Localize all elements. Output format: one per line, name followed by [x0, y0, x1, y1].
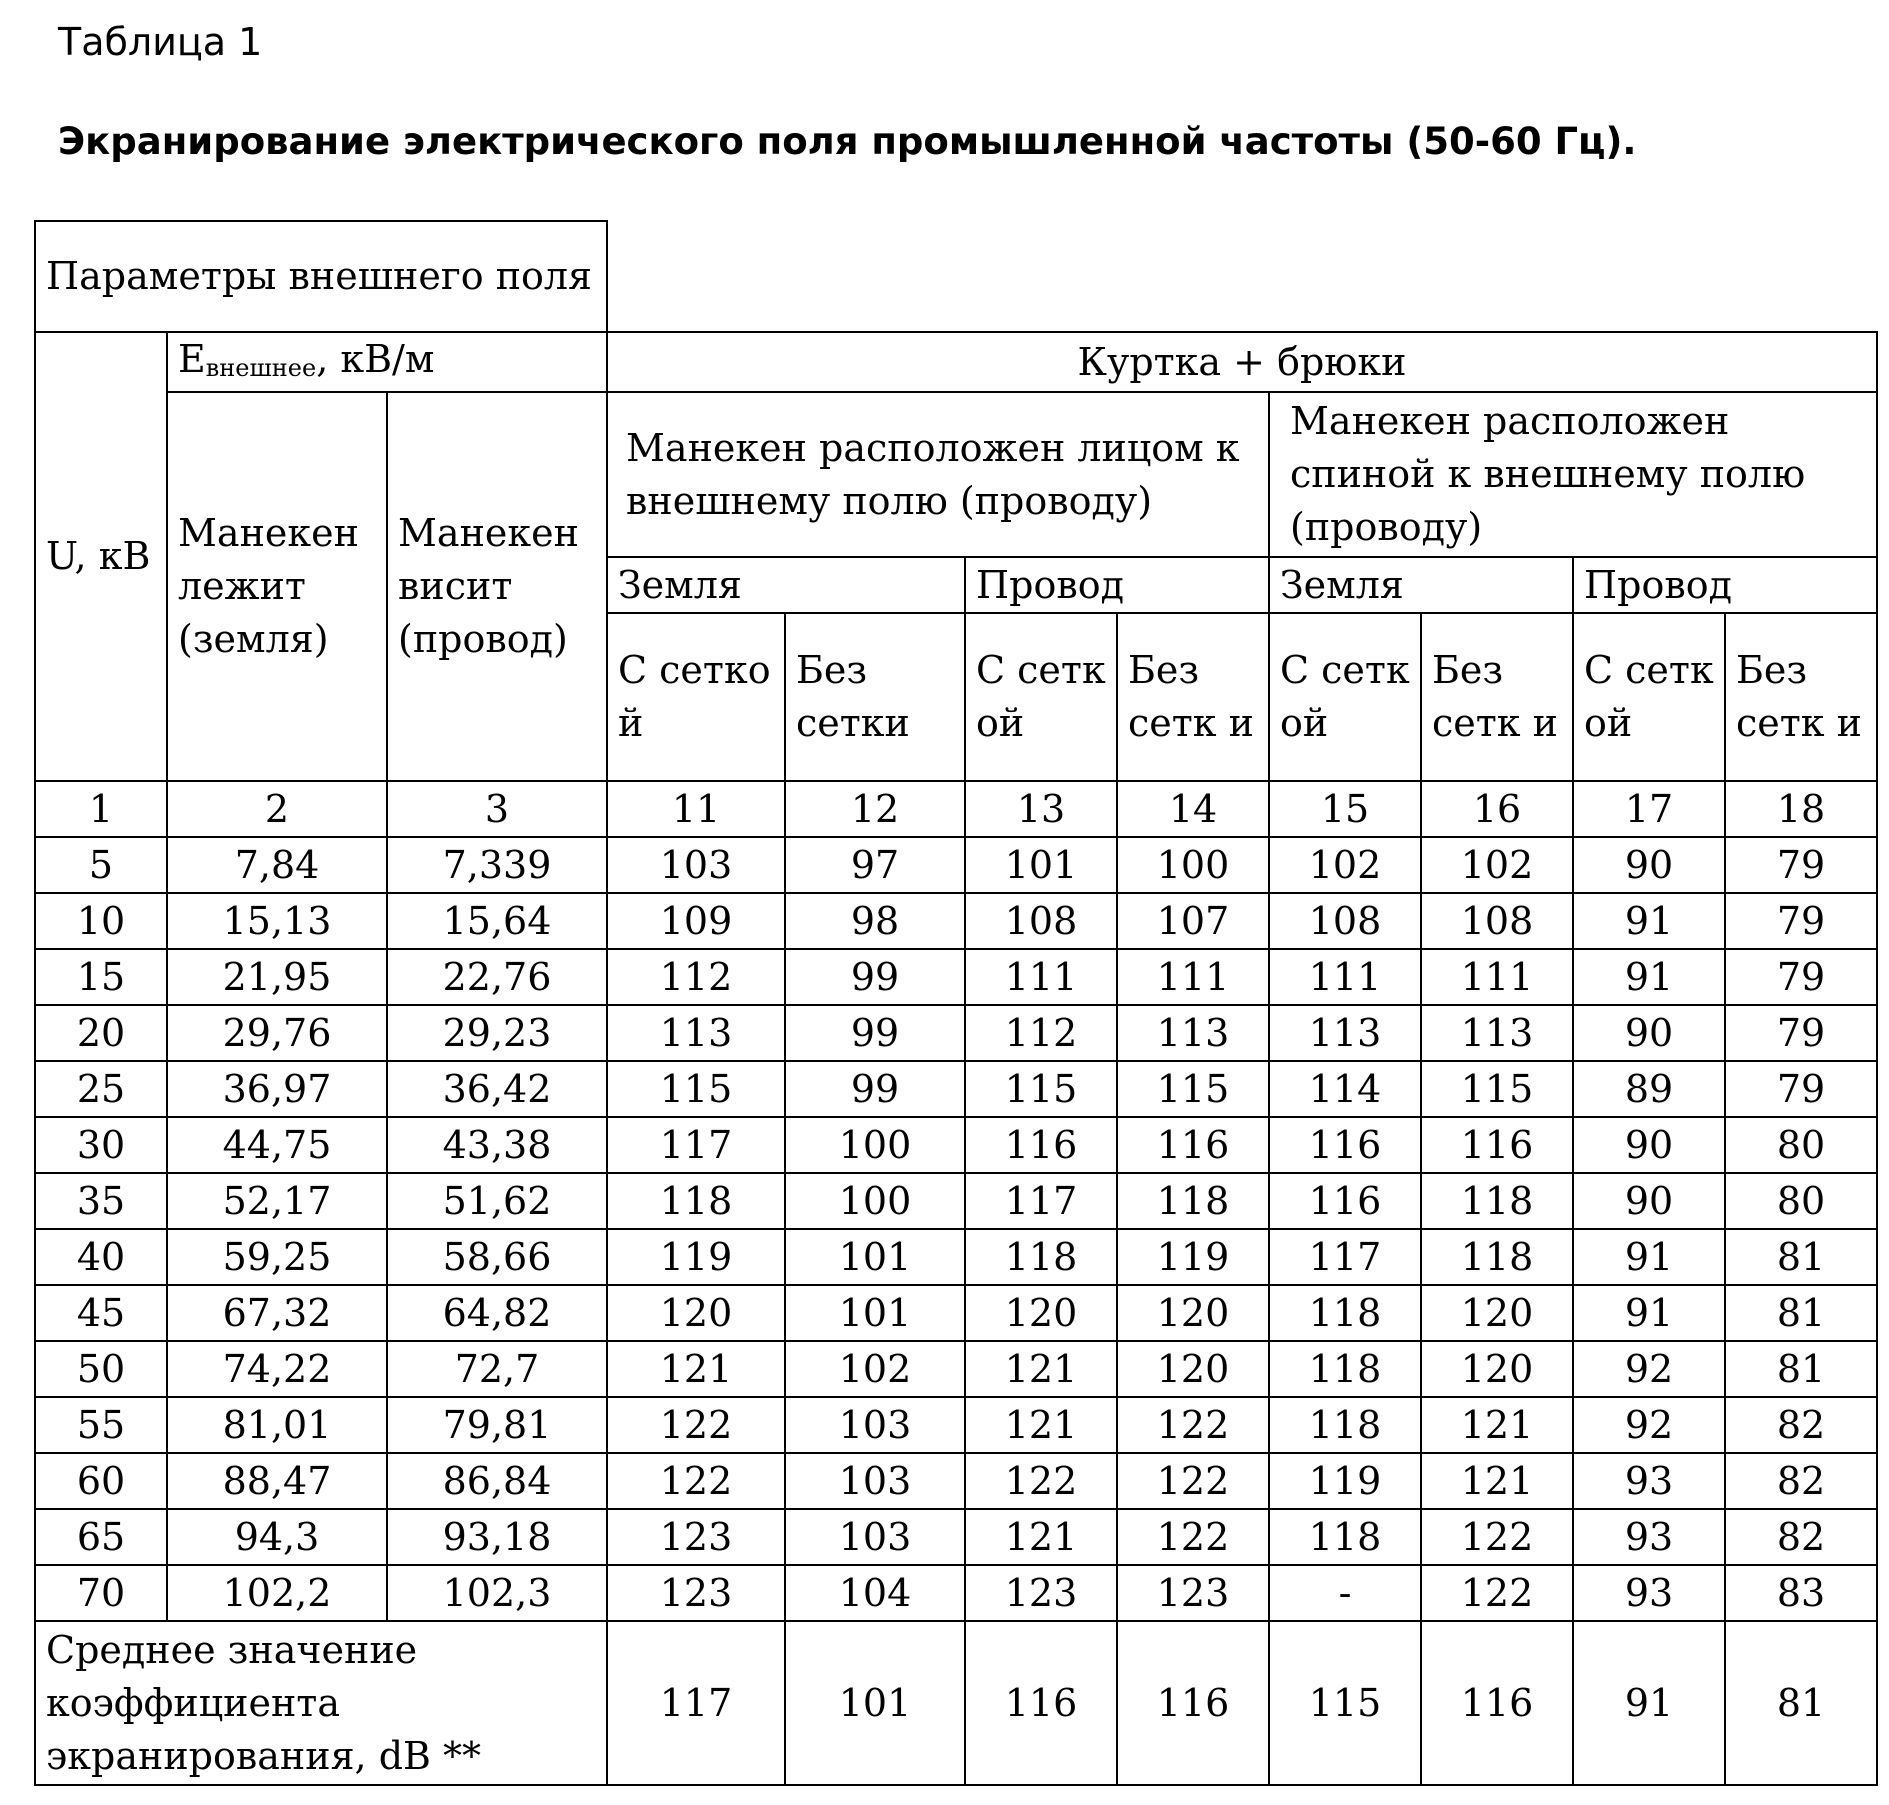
- table-cell: 89: [1573, 1061, 1725, 1117]
- table-cell: 118: [1421, 1173, 1573, 1229]
- table-cell: 90: [1573, 1173, 1725, 1229]
- table-cell: 116: [1117, 1117, 1269, 1173]
- column-number-row: [35, 781, 1877, 837]
- header-blank: [607, 221, 1877, 332]
- back-header: Манекен расположен спиной к внешнему полю (проводу): [1269, 392, 1877, 557]
- table-cell: 59,25: [167, 1229, 387, 1285]
- column-number: 1: [35, 781, 167, 837]
- shielding-table: [34, 220, 1878, 1786]
- table-cell: 91: [1573, 949, 1725, 1005]
- average-value: 81: [1725, 1621, 1877, 1785]
- col14-header: Без сетк и: [1117, 613, 1269, 781]
- table-cell: 113: [607, 1005, 785, 1061]
- table-caption: Таблица 1: [58, 20, 263, 64]
- table-cell: 121: [965, 1397, 1117, 1453]
- table-cell: 121: [965, 1341, 1117, 1397]
- table-cell: 30: [35, 1117, 167, 1173]
- lying-header: Манекен лежит (земля): [167, 392, 387, 781]
- document-title: Экранирование электрического поля промышленной частоты (50-60 Гц).: [58, 120, 1637, 163]
- table-cell: 35: [35, 1173, 167, 1229]
- col13-header: С сетк ой: [965, 613, 1117, 781]
- table-cell: 120: [1117, 1341, 1269, 1397]
- table-cell: 100: [785, 1117, 965, 1173]
- table-cell: 43,38: [387, 1117, 607, 1173]
- u-header: U, кВ: [35, 332, 167, 781]
- face-ground-header: Земля: [607, 557, 965, 613]
- table-cell: 80: [1725, 1173, 1877, 1229]
- table-cell: 116: [1269, 1173, 1421, 1229]
- table-cell: 115: [1421, 1061, 1573, 1117]
- table-cell: 45: [35, 1285, 167, 1341]
- table-cell: 122: [1421, 1565, 1573, 1621]
- table-cell: 116: [965, 1117, 1117, 1173]
- table-cell: 10: [35, 893, 167, 949]
- table-cell: 98: [785, 893, 965, 949]
- table-cell: 36,97: [167, 1061, 387, 1117]
- table-cell: 15: [35, 949, 167, 1005]
- table-row: [35, 1397, 1877, 1453]
- table-cell: 102: [1421, 837, 1573, 893]
- table-cell: 81: [1725, 1229, 1877, 1285]
- table-cell: 7,84: [167, 837, 387, 893]
- table-cell: 82: [1725, 1397, 1877, 1453]
- e-header-main: E: [178, 337, 206, 381]
- average-label: Среднее значение коэффициента экранирования, dB **: [35, 1621, 607, 1785]
- col12-header: Без сетки: [785, 613, 965, 781]
- table-cell: 21,95: [167, 949, 387, 1005]
- e-header-unit: , кВ/м: [316, 337, 435, 381]
- table-cell: 103: [785, 1397, 965, 1453]
- table-cell: 118: [1269, 1397, 1421, 1453]
- table-cell: 40: [35, 1229, 167, 1285]
- table-cell: 111: [1117, 949, 1269, 1005]
- table-cell: 115: [1117, 1061, 1269, 1117]
- table-cell: 93,18: [387, 1509, 607, 1565]
- table-cell: 93: [1573, 1453, 1725, 1509]
- table-cell: 79: [1725, 893, 1877, 949]
- table-cell: 112: [965, 1005, 1117, 1061]
- table-cell: 90: [1573, 837, 1725, 893]
- table-cell: 120: [1421, 1285, 1573, 1341]
- face-wire-header: Провод: [965, 557, 1269, 613]
- col18-header: Без сетк и: [1725, 613, 1877, 781]
- column-number: 2: [167, 781, 387, 837]
- table-cell: 111: [1269, 949, 1421, 1005]
- average-row: [35, 1621, 1877, 1785]
- table-cell: 113: [1421, 1005, 1573, 1061]
- table-cell: 80: [1725, 1117, 1877, 1173]
- table-cell: 50: [35, 1341, 167, 1397]
- table-cell: 93: [1573, 1509, 1725, 1565]
- table-cell: 117: [1269, 1229, 1421, 1285]
- table-cell: 91: [1573, 1229, 1725, 1285]
- table-cell: 115: [607, 1061, 785, 1117]
- table-cell: 108: [965, 893, 1117, 949]
- table-cell: 120: [1421, 1341, 1573, 1397]
- table-cell: 20: [35, 1005, 167, 1061]
- table-cell: 90: [1573, 1005, 1725, 1061]
- table-cell: 65: [35, 1509, 167, 1565]
- column-number: 11: [607, 781, 785, 837]
- table-cell: 67,32: [167, 1285, 387, 1341]
- table-cell: 111: [1421, 949, 1573, 1005]
- table-cell: 117: [965, 1173, 1117, 1229]
- table-cell: 29,76: [167, 1005, 387, 1061]
- table-cell: 81: [1725, 1341, 1877, 1397]
- col16-header: Без сетк и: [1421, 613, 1573, 781]
- table-cell: 114: [1269, 1061, 1421, 1117]
- table-cell: 122: [607, 1397, 785, 1453]
- table-row: [35, 1005, 1877, 1061]
- table-cell: 86,84: [387, 1453, 607, 1509]
- column-number: 17: [1573, 781, 1725, 837]
- table-cell: 123: [965, 1565, 1117, 1621]
- table-cell: 94,3: [167, 1509, 387, 1565]
- table-cell: 93: [1573, 1565, 1725, 1621]
- table-cell: 102,2: [167, 1565, 387, 1621]
- table-row: [35, 1117, 1877, 1173]
- column-number: 12: [785, 781, 965, 837]
- table-cell: 113: [1117, 1005, 1269, 1061]
- table-cell: 100: [785, 1173, 965, 1229]
- table-cell: 81: [1725, 1285, 1877, 1341]
- table-cell: 108: [1269, 893, 1421, 949]
- table-cell: 113: [1269, 1005, 1421, 1061]
- col17-header: С сетк ой: [1573, 613, 1725, 781]
- table-cell: 15,64: [387, 893, 607, 949]
- table-cell: 118: [1269, 1509, 1421, 1565]
- e-header: [167, 332, 607, 392]
- table-cell: 5: [35, 837, 167, 893]
- table-cell: 118: [1117, 1173, 1269, 1229]
- table-cell: 58,66: [387, 1229, 607, 1285]
- table-cell: 123: [607, 1509, 785, 1565]
- average-value: 116: [1117, 1621, 1269, 1785]
- table-row: [35, 1341, 1877, 1397]
- group-header: Куртка + брюки: [607, 332, 1877, 392]
- table-cell: 101: [785, 1229, 965, 1285]
- data-rows: [35, 837, 1877, 1621]
- table-cell: 99: [785, 1061, 965, 1117]
- table-cell: 99: [785, 949, 965, 1005]
- table-cell: 79,81: [387, 1397, 607, 1453]
- table-cell: 55: [35, 1397, 167, 1453]
- table-cell: 121: [1421, 1397, 1573, 1453]
- table-cell: 118: [1269, 1341, 1421, 1397]
- table-cell: 22,76: [387, 949, 607, 1005]
- average-value: 116: [965, 1621, 1117, 1785]
- average-value: 115: [1269, 1621, 1421, 1785]
- table-cell: 112: [607, 949, 785, 1005]
- table-cell: 79: [1725, 1005, 1877, 1061]
- column-number: 15: [1269, 781, 1421, 837]
- table-cell: 90: [1573, 1117, 1725, 1173]
- table-row: [35, 1509, 1877, 1565]
- table-cell: 121: [965, 1509, 1117, 1565]
- table-cell: 15,13: [167, 893, 387, 949]
- table-cell: 44,75: [167, 1117, 387, 1173]
- table-row: [35, 1285, 1877, 1341]
- column-number: 16: [1421, 781, 1573, 837]
- col15-header: С сетк ой: [1269, 613, 1421, 781]
- table-cell: 117: [607, 1117, 785, 1173]
- table-cell: 122: [607, 1453, 785, 1509]
- table-cell: 118: [965, 1229, 1117, 1285]
- table-row: [35, 1229, 1877, 1285]
- column-number: 13: [965, 781, 1117, 837]
- table-cell: 120: [1117, 1285, 1269, 1341]
- table-row: [35, 1061, 1877, 1117]
- table-cell: 91: [1573, 893, 1725, 949]
- table-cell: 36,42: [387, 1061, 607, 1117]
- table-cell: 107: [1117, 893, 1269, 949]
- table-cell: 29,23: [387, 1005, 607, 1061]
- table-cell: 108: [1421, 893, 1573, 949]
- table-row: [35, 837, 1877, 893]
- table-cell: 121: [1421, 1453, 1573, 1509]
- table-cell: 115: [965, 1061, 1117, 1117]
- average-value: 116: [1421, 1621, 1573, 1785]
- table-row: [35, 1173, 1877, 1229]
- table-cell: 118: [1269, 1285, 1421, 1341]
- table-cell: 7,339: [387, 837, 607, 893]
- table-cell: 120: [965, 1285, 1117, 1341]
- table-cell: 79: [1725, 949, 1877, 1005]
- table-cell: 103: [607, 837, 785, 893]
- table-cell: 119: [1269, 1453, 1421, 1509]
- table-cell: 123: [607, 1565, 785, 1621]
- table-cell: 83: [1725, 1565, 1877, 1621]
- table-cell: 72,7: [387, 1341, 607, 1397]
- table-row: [35, 1565, 1877, 1621]
- average-value: 91: [1573, 1621, 1725, 1785]
- table-cell: 109: [607, 893, 785, 949]
- table-cell: 92: [1573, 1397, 1725, 1453]
- table-row: [35, 949, 1877, 1005]
- table-cell: 120: [607, 1285, 785, 1341]
- table-cell: 121: [607, 1341, 785, 1397]
- average-value: 101: [785, 1621, 965, 1785]
- table-cell: 101: [965, 837, 1117, 893]
- table-cell: 97: [785, 837, 965, 893]
- table-cell: 79: [1725, 1061, 1877, 1117]
- col11-header: С сетко й: [607, 613, 785, 781]
- table-cell: 122: [1117, 1509, 1269, 1565]
- table-cell: 111: [965, 949, 1117, 1005]
- table-cell: 74,22: [167, 1341, 387, 1397]
- table-cell: 88,47: [167, 1453, 387, 1509]
- table-cell: 103: [785, 1509, 965, 1565]
- table-cell: 118: [1421, 1229, 1573, 1285]
- back-ground-header: Земля: [1269, 557, 1573, 613]
- average-value: 117: [607, 1621, 785, 1785]
- table-cell: 122: [1117, 1453, 1269, 1509]
- table-cell: 81,01: [167, 1397, 387, 1453]
- e-header-sub: внешнее: [205, 354, 317, 382]
- table-cell: 103: [785, 1453, 965, 1509]
- table-cell: 116: [1269, 1117, 1421, 1173]
- table-cell: 100: [1117, 837, 1269, 893]
- table-cell: 122: [1117, 1397, 1269, 1453]
- table-cell: 102,3: [387, 1565, 607, 1621]
- table-cell: -: [1269, 1565, 1421, 1621]
- table-cell: 119: [607, 1229, 785, 1285]
- table-cell: 70: [35, 1565, 167, 1621]
- table-cell: 123: [1117, 1565, 1269, 1621]
- table-cell: 122: [1421, 1509, 1573, 1565]
- face-header: Манекен расположен лицом к внешнему полю (проводу): [607, 392, 1269, 557]
- column-number: 3: [387, 781, 607, 837]
- column-number: 14: [1117, 781, 1269, 837]
- table-cell: 82: [1725, 1453, 1877, 1509]
- table-cell: 25: [35, 1061, 167, 1117]
- table-cell: 122: [965, 1453, 1117, 1509]
- back-wire-header: Провод: [1573, 557, 1877, 613]
- table-cell: 51,62: [387, 1173, 607, 1229]
- table-cell: 101: [785, 1285, 965, 1341]
- table-cell: 60: [35, 1453, 167, 1509]
- table-row: [35, 893, 1877, 949]
- table-cell: 99: [785, 1005, 965, 1061]
- hanging-header: Манекен висит (провод): [387, 392, 607, 781]
- column-number: 18: [1725, 781, 1877, 837]
- table-cell: 92: [1573, 1341, 1725, 1397]
- table-cell: 102: [785, 1341, 965, 1397]
- table-row: [35, 1453, 1877, 1509]
- table-cell: 82: [1725, 1509, 1877, 1565]
- table-cell: 91: [1573, 1285, 1725, 1341]
- table-cell: 118: [607, 1173, 785, 1229]
- table-cell: 102: [1269, 837, 1421, 893]
- table-cell: 79: [1725, 837, 1877, 893]
- table-cell: 119: [1117, 1229, 1269, 1285]
- params-header: Параметры внешнего поля: [35, 221, 607, 332]
- table-cell: 116: [1421, 1117, 1573, 1173]
- table-cell: 104: [785, 1565, 965, 1621]
- table-cell: 52,17: [167, 1173, 387, 1229]
- table-cell: 64,82: [387, 1285, 607, 1341]
